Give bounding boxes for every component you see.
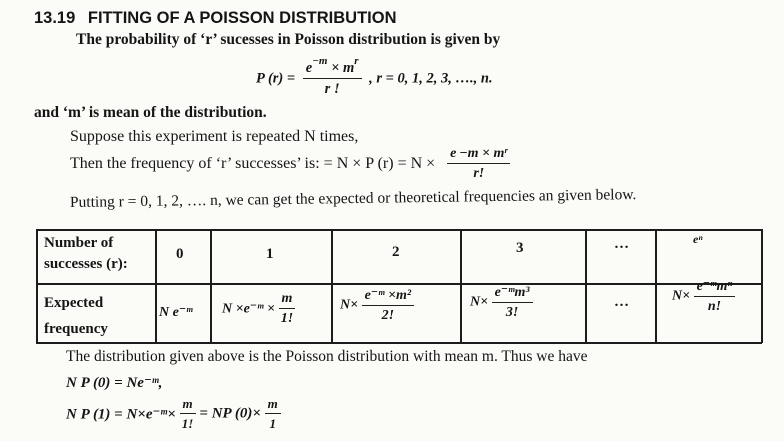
putting-text: Putting r = 0, 1, 2, …. n, we can get the expected or theoretical frequencies an given below. — [69, 186, 637, 211]
cell-den: n! — [707, 299, 722, 314]
cell-expr: N× — [672, 288, 691, 304]
cell-num: e⁻ᵐ ×m² — [362, 287, 415, 306]
section-number: 13.19 — [34, 9, 76, 27]
formula-r: r — [354, 55, 359, 67]
table-col-border — [460, 229, 462, 343]
np1-equation — [66, 396, 281, 432]
table-col-border — [210, 229, 212, 343]
row-label-line: Number of — [44, 235, 114, 251]
np1-num: m — [180, 396, 196, 414]
formula-m: × m — [327, 60, 355, 76]
table-cell: 0 — [176, 246, 184, 262]
table-cell: 2 — [392, 244, 400, 260]
table-col-border — [585, 229, 587, 343]
cell-den: 2! — [381, 308, 395, 323]
row-label-expected — [44, 290, 108, 342]
table-cell — [672, 278, 735, 315]
poisson-formula — [256, 55, 493, 98]
table-col-border — [155, 229, 157, 343]
intro-text: The probability of ‘r’ sucesses in Poisson distribution is given by — [76, 31, 501, 48]
np1-num: m — [265, 396, 281, 414]
cell-den: 3! — [505, 305, 519, 320]
frequency-fraction — [447, 146, 510, 182]
formula-lhs: P (r) = — [256, 70, 296, 87]
conclusion-text: The distribution given above is the Poisson distribution with mean m. Thus we have — [66, 348, 588, 365]
table-col-border — [331, 229, 333, 343]
table-cell — [470, 284, 533, 321]
cell-expr: N ×e⁻ᵐ × — [222, 301, 275, 317]
cell-den: 1! — [280, 311, 294, 326]
np0-equation: N P (0) = Ne⁻ᵐ, — [66, 375, 163, 391]
np1-den: 1 — [269, 416, 276, 431]
frequency-line — [70, 146, 510, 182]
cell-num: m — [279, 291, 296, 309]
table-cell — [340, 287, 414, 324]
table-cell — [222, 291, 295, 327]
mean-line: and ‘m’ is mean of the distribution. — [34, 104, 267, 121]
row-label-line: Expected — [44, 295, 104, 311]
table-cell: … — [614, 236, 629, 252]
table-mid-border — [36, 283, 762, 285]
table-col-border — [36, 229, 38, 343]
table-col-border — [761, 229, 763, 343]
np1-den: 1! — [181, 416, 194, 431]
cell-expr: N× — [470, 294, 489, 310]
cell-num: e⁻ᵐmⁿ — [694, 278, 736, 297]
table-cell: N e⁻ᵐ — [159, 305, 193, 320]
section-title: FITTING OF A POISSON DISTRIBUTION — [87, 9, 397, 27]
np1-left: N P (1) = N×e⁻ᵐ× — [66, 406, 176, 423]
cell-expr: N× — [340, 297, 359, 313]
row-label-line: frequency — [44, 321, 108, 337]
formula-fraction — [303, 55, 362, 98]
formula-e: e — [305, 60, 313, 76]
frequency-text: Then the frequency of ‘r’ successes’ is: = N × P (r) = N × — [70, 155, 436, 172]
table-cell: 3 — [516, 240, 524, 256]
cell-num: e⁻ᵐm³ — [492, 284, 533, 303]
table-col-border — [655, 229, 657, 343]
np1-mid: = NP (0)× — [199, 405, 261, 422]
row-label-line: successes (r): — [44, 256, 128, 272]
table-top-border — [36, 229, 762, 231]
table-bottom-border — [36, 342, 762, 344]
frequency-num: e −m × mʳ — [447, 146, 510, 164]
formula-tail: , r = 0, 1, 2, 3, …., n. — [369, 70, 493, 87]
table-cell: … — [614, 294, 629, 310]
table-cell: 1 — [266, 246, 274, 262]
formula-den: r ! — [324, 81, 340, 97]
suppose-text: Suppose this experiment is repeated N times, — [70, 128, 359, 145]
section-heading — [34, 9, 397, 28]
row-label-successes — [44, 233, 128, 275]
frequency-den: r! — [473, 166, 485, 181]
table-cell: eⁿ — [693, 232, 703, 246]
formula-exp: −m — [312, 55, 328, 67]
